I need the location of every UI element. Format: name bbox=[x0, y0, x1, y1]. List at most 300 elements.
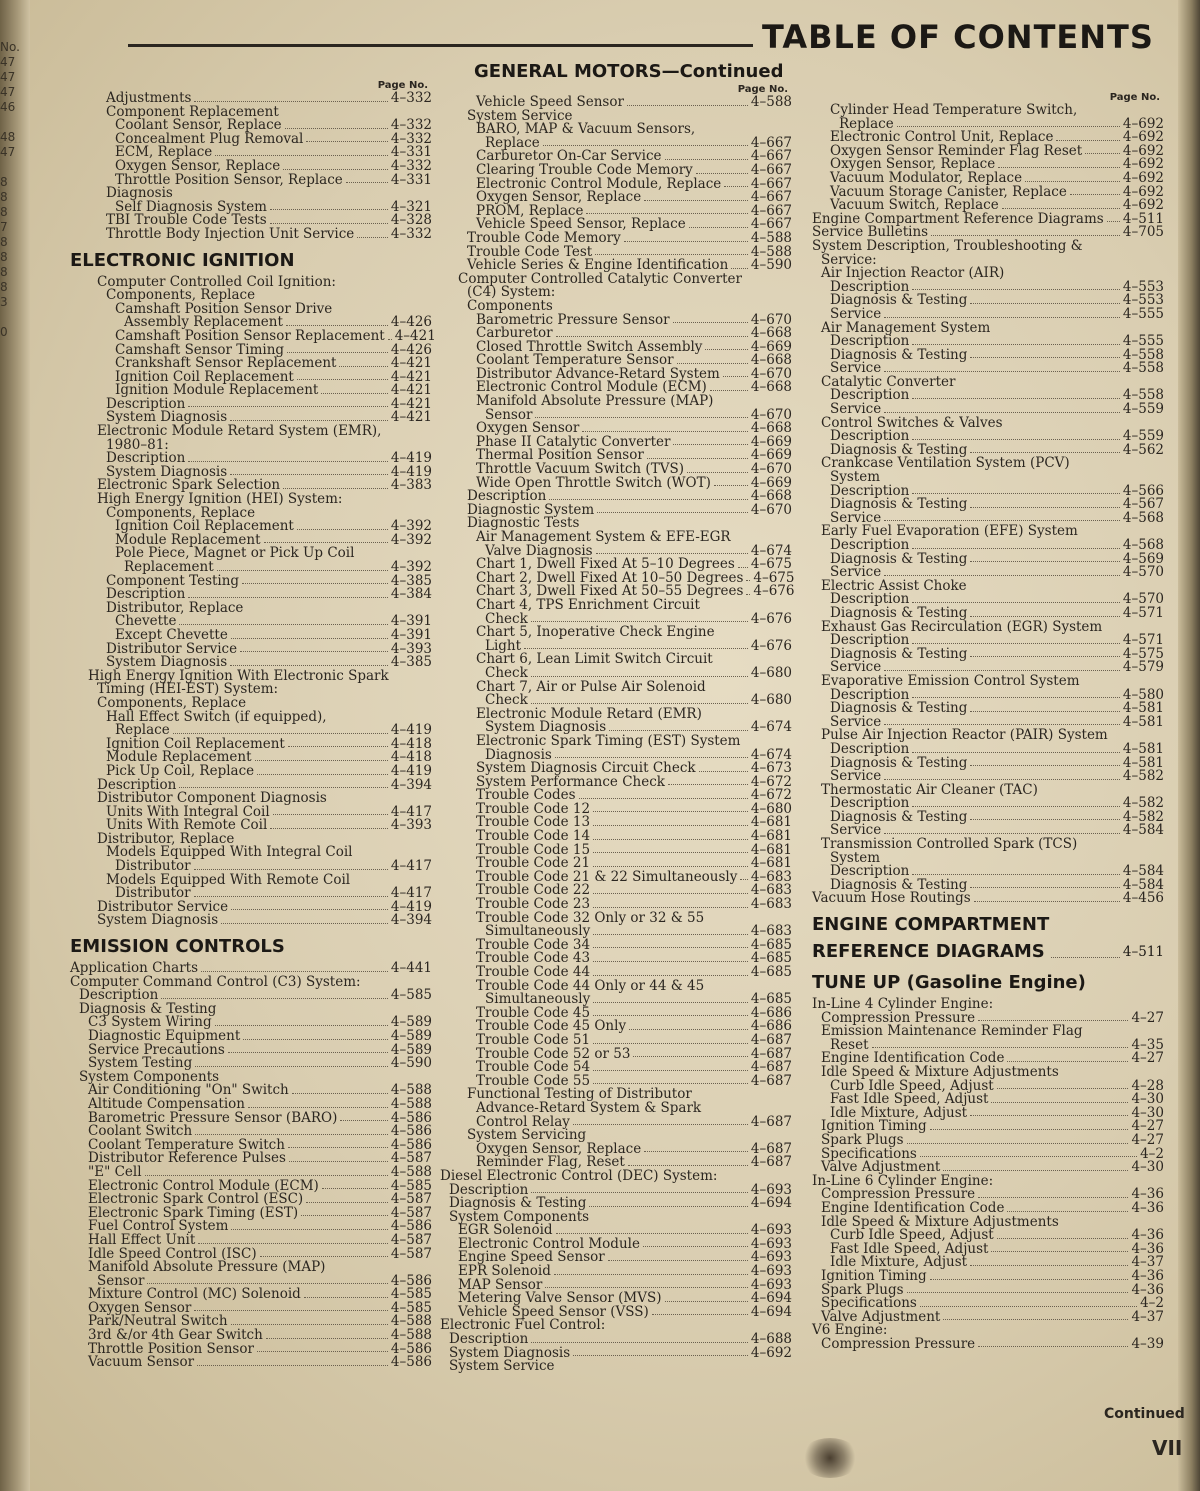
toc-entry-title: Chart 1, Dwell Fixed At 5–10 Degrees bbox=[476, 556, 735, 573]
page-number-ref: 4–393 bbox=[390, 817, 432, 834]
page-number-ref: 4–421 bbox=[394, 327, 436, 344]
page-number-ref: 4–692 bbox=[1122, 169, 1164, 186]
dot-leader bbox=[593, 811, 748, 812]
toc-entry-title: Service bbox=[830, 768, 882, 785]
dot-leader bbox=[306, 141, 388, 142]
page-number-ref: 4–36 bbox=[1131, 1227, 1164, 1244]
toc-entry-title: Vacuum Sensor bbox=[88, 1354, 195, 1371]
toc-entry-title: Air Management System & EFE-EGR bbox=[476, 529, 731, 545]
dot-leader bbox=[194, 1310, 388, 1311]
page-number-ref: 4–676 bbox=[753, 583, 795, 600]
dot-leader bbox=[555, 757, 748, 758]
toc-entry-title: Description bbox=[467, 488, 547, 505]
dot-leader bbox=[643, 1246, 748, 1247]
page-number-ref: 4–30 bbox=[1131, 1159, 1164, 1176]
toc-entry-title: V6 Engine: bbox=[812, 1322, 888, 1339]
page-number-ref: 4–694 bbox=[750, 1303, 792, 1320]
toc-entry-title: Park/Neutral Switch bbox=[88, 1313, 228, 1330]
section-heading: EMISSION CONTROLS bbox=[70, 936, 285, 958]
page-number-ref: 4–587 bbox=[390, 1204, 432, 1221]
dot-leader bbox=[665, 1301, 748, 1302]
toc-entry-title: Electronic Control Module, Replace bbox=[476, 175, 722, 192]
toc-entry-title: Reset bbox=[830, 1036, 869, 1053]
toc-entry-title: Barometric Pressure Sensor bbox=[476, 311, 670, 328]
page-number-ref: 4–694 bbox=[750, 1195, 792, 1212]
toc-entry-title: Module Replacement bbox=[115, 531, 261, 548]
dot-leader bbox=[593, 1043, 748, 1044]
toc-entry-title: Diagnosis & Testing bbox=[830, 700, 968, 717]
page-number-ref: 4–584 bbox=[1122, 822, 1164, 839]
toc-entry-title: Chart 6, Lean Limit Switch Circuit bbox=[476, 651, 713, 668]
page-number-ref: 4–692 bbox=[1122, 183, 1164, 200]
page-number-ref: 4–687 bbox=[750, 1072, 792, 1089]
toc-entry-title: Chart 4, TPS Enrichment Circuit bbox=[476, 596, 700, 613]
page-number-ref: 4–587 bbox=[390, 1191, 432, 1208]
dot-leader bbox=[970, 711, 1120, 712]
toc-entry-title: Electronic Control Module (ECM) bbox=[476, 379, 707, 396]
dot-leader bbox=[593, 934, 748, 935]
toc-entry-title: Early Fuel Evaporation (EFE) System bbox=[821, 523, 1078, 540]
gutter-number: 47 bbox=[0, 85, 16, 99]
page-number-ref: 4–672 bbox=[750, 787, 792, 804]
dot-leader bbox=[288, 1147, 388, 1148]
page-number-ref: 4–688 bbox=[750, 1331, 792, 1348]
dot-leader bbox=[230, 420, 388, 421]
toc-entry-title: 1980–81: bbox=[106, 436, 169, 453]
dot-leader bbox=[997, 1088, 1129, 1089]
toc-entry-title: Models Equipped With Integral Coil bbox=[106, 844, 353, 861]
page-number-ref: 4–558 bbox=[1122, 360, 1164, 377]
toc-entry-title: Service bbox=[830, 509, 882, 526]
continued-label: Continued bbox=[1104, 1406, 1185, 1422]
toc-entry-title: System Components bbox=[79, 1068, 220, 1085]
gutter-number: 48 bbox=[0, 130, 16, 144]
toc-entry-title: Hall Effect Unit bbox=[88, 1231, 196, 1248]
dot-leader bbox=[593, 1002, 748, 1003]
page-number-ref: 4–421 bbox=[390, 355, 432, 372]
dot-leader bbox=[228, 1052, 388, 1053]
toc-entry-title: Specifications bbox=[821, 1295, 917, 1312]
gutter-number: 3 bbox=[0, 295, 8, 309]
dot-leader bbox=[677, 363, 748, 364]
page-number-ref: 4–570 bbox=[1122, 591, 1164, 608]
dot-leader bbox=[297, 529, 388, 530]
page-number-ref: 4–586 bbox=[390, 1340, 432, 1357]
page-number-ref: 4–680 bbox=[750, 692, 792, 709]
toc-entry-title: Manifold Absolute Pressure (MAP) bbox=[476, 393, 714, 410]
section-heading bbox=[812, 940, 1164, 964]
toc-entry-title: Functional Testing of Distributor bbox=[467, 1086, 692, 1103]
toc-entry-title: Diagnosis & Testing bbox=[830, 604, 968, 621]
toc-entry-title: Trouble Code 32 Only or 32 & 55 bbox=[476, 909, 705, 926]
dot-leader bbox=[912, 752, 1120, 753]
page-number-ref: 4–36 bbox=[1131, 1281, 1164, 1298]
toc-entry-title: Replace bbox=[115, 722, 170, 739]
dot-leader bbox=[597, 512, 748, 513]
dot-leader bbox=[970, 303, 1120, 304]
dot-leader bbox=[304, 1297, 388, 1298]
toc-entry-title: Coolant Switch bbox=[88, 1123, 193, 1140]
toc-entry-title: Trouble Code 15 bbox=[476, 841, 591, 858]
toc-entry-title: Trouble Code 13 bbox=[476, 814, 591, 831]
page-no-header: Page No. bbox=[737, 84, 788, 95]
dot-leader bbox=[943, 1170, 1128, 1171]
page-number-ref: 4–584 bbox=[1122, 863, 1164, 880]
dot-leader bbox=[884, 520, 1120, 521]
dot-leader bbox=[215, 155, 388, 156]
toc-entry-title: BARO, MAP & Vacuum Sensors, bbox=[476, 121, 696, 138]
dot-leader bbox=[930, 1279, 1129, 1280]
toc-entry-title: Description bbox=[106, 395, 186, 412]
dot-leader bbox=[573, 1124, 748, 1125]
toc-entry-title: Crankshaft Sensor Replacement bbox=[115, 355, 337, 372]
page-number-ref: 4–559 bbox=[1122, 401, 1164, 418]
toc-entry-title: Coolant Temperature Switch bbox=[88, 1136, 285, 1153]
toc-entry-title: Distributor Reference Pulses bbox=[88, 1150, 286, 1167]
page-number-ref: 4–566 bbox=[1122, 482, 1164, 499]
dot-leader bbox=[255, 760, 388, 761]
dot-leader bbox=[907, 1292, 1129, 1293]
toc-entry-title: Diesel Electronic Control (DEC) System: bbox=[440, 1167, 718, 1184]
toc-entry-title: System Diagnosis bbox=[97, 912, 219, 929]
page-number-ref: 4–555 bbox=[1122, 333, 1164, 350]
dot-leader bbox=[991, 1251, 1128, 1252]
toc-entry-title: Description bbox=[830, 387, 910, 404]
toc-entry-title: Curb Idle Speed, Adjust bbox=[830, 1077, 994, 1094]
dot-leader bbox=[970, 765, 1120, 766]
toc-entry-title: Timing (HEI-EST) System: bbox=[97, 681, 279, 698]
toc-entry-title: Diagnosis bbox=[485, 746, 552, 763]
toc-entry-title: System bbox=[830, 849, 881, 866]
dot-leader bbox=[974, 901, 1120, 902]
toc-entry-title: System Service bbox=[449, 1358, 555, 1375]
toc-entry-title: Description bbox=[830, 537, 910, 553]
page-number-ref: 4–421 bbox=[390, 368, 432, 385]
gutter-number bbox=[0, 310, 24, 325]
page-number-ref: 4–694 bbox=[750, 1290, 792, 1307]
page-number-ref: 4–2 bbox=[1140, 1145, 1164, 1162]
toc-entry-title: Chart 2, Dwell Fixed At 10–50 Degrees bbox=[476, 569, 744, 586]
toc-entry-title: Oxygen Sensor Reminder Flag Reset bbox=[830, 142, 1083, 159]
dot-leader bbox=[595, 254, 748, 255]
toc-entry-title: Computer Controlled Catalytic Converter bbox=[458, 270, 742, 287]
dot-leader bbox=[609, 730, 748, 731]
toc-entry-title: Idle Speed Control (ISC) bbox=[88, 1245, 257, 1262]
toc-entry-title: Self Diagnosis System bbox=[115, 198, 267, 215]
page-number-ref: 4–558 bbox=[1122, 346, 1164, 363]
toc-entry-title: Description bbox=[830, 591, 910, 608]
page-number-ref: 4–562 bbox=[1122, 441, 1164, 458]
gutter-number: 8 bbox=[0, 280, 8, 294]
toc-entry-title: Description bbox=[830, 686, 910, 703]
page-number-ref: 4–417 bbox=[390, 803, 432, 820]
page-number-ref: 4–36 bbox=[1131, 1186, 1164, 1203]
toc-entry-title: Advance-Retard System & Spark bbox=[476, 1099, 702, 1116]
dot-leader bbox=[647, 458, 748, 459]
dot-leader bbox=[194, 101, 387, 102]
dot-leader bbox=[912, 493, 1120, 494]
dot-leader bbox=[321, 393, 388, 394]
dot-leader bbox=[242, 583, 388, 584]
toc-entry-title: Fast Idle Speed, Adjust bbox=[830, 1091, 989, 1108]
dot-leader bbox=[1107, 221, 1120, 222]
dot-leader bbox=[257, 1351, 388, 1352]
toc-entry-title: Idle Mixture, Adjust bbox=[830, 1254, 968, 1271]
toc-entry-title: Phase II Catalytic Converter bbox=[476, 433, 671, 450]
page-number-ref: 4–331 bbox=[390, 171, 432, 188]
toc-entry-title: Description bbox=[830, 740, 910, 757]
toc-entry-title: Valve Adjustment bbox=[821, 1159, 941, 1176]
toc-entry-title: Service bbox=[830, 659, 882, 676]
dot-leader bbox=[912, 806, 1120, 807]
dot-leader bbox=[545, 1287, 748, 1288]
page-number-ref: 4–36 bbox=[1131, 1267, 1164, 1284]
toc-entry-title: Component Replacement bbox=[106, 103, 279, 120]
dot-leader bbox=[723, 376, 748, 377]
page-number-ref: 4–680 bbox=[750, 800, 792, 817]
dot-leader bbox=[872, 1047, 1129, 1048]
toc-entry-title: Fast Idle Speed, Adjust bbox=[830, 1240, 989, 1257]
toc-entry-title: Closed Throttle Switch Assembly bbox=[476, 338, 703, 355]
dot-leader bbox=[970, 819, 1120, 820]
dot-leader bbox=[970, 507, 1120, 508]
page-number-ref: 4–670 bbox=[750, 501, 792, 518]
toc-entry-title: Diagnosis & Testing bbox=[830, 346, 968, 363]
page-number-ref: 4–392 bbox=[390, 559, 432, 575]
dot-leader bbox=[161, 998, 388, 999]
toc-entry-title: Description bbox=[830, 428, 910, 445]
toc-entry-title: Engine Compartment Reference Diagrams bbox=[812, 210, 1104, 227]
page-number-ref: 4–686 bbox=[750, 1018, 792, 1035]
dot-leader bbox=[554, 1274, 748, 1275]
toc-entry-title: Trouble Code 34 bbox=[476, 936, 591, 953]
dot-leader bbox=[978, 1346, 1128, 1347]
dot-leader bbox=[738, 567, 748, 568]
page-number-ref: 4–674 bbox=[750, 719, 792, 736]
toc-column-1 bbox=[70, 80, 436, 1371]
toc-entry-title: Electronic Control Module bbox=[458, 1235, 640, 1252]
dot-leader bbox=[746, 594, 750, 595]
page-number-ref: 4–27 bbox=[1131, 1050, 1164, 1067]
toc-entry-title: Trouble Code 45 Only bbox=[476, 1018, 627, 1035]
page-number-ref: 4–585 bbox=[390, 1177, 432, 1194]
toc-entry-title: Engine Identification Code bbox=[821, 1050, 1005, 1067]
toc-entry-title: Component Testing bbox=[106, 572, 240, 589]
toc-entry-title: Trouble Code 54 bbox=[476, 1059, 591, 1076]
page-number-ref: 4–676 bbox=[750, 637, 792, 654]
dot-leader bbox=[301, 1215, 388, 1216]
toc-entry-title: Electronic Spark Selection bbox=[97, 477, 281, 494]
page-number-ref: 4–558 bbox=[1122, 387, 1164, 404]
toc-entry-title: Description bbox=[449, 1181, 529, 1198]
toc-entry-title: Oxygen Sensor, Replace bbox=[476, 1140, 642, 1157]
toc-entry-title: Distributor Service bbox=[106, 640, 238, 657]
dot-leader bbox=[231, 638, 388, 639]
toc-entry-title: Trouble Code 22 bbox=[476, 882, 591, 899]
page-number-ref: 4–693 bbox=[750, 1249, 792, 1266]
page-number-ref: 4–580 bbox=[1122, 686, 1164, 703]
page-number-ref: 4–383 bbox=[390, 477, 432, 494]
toc-column-2 bbox=[440, 84, 795, 1375]
toc-entry-title: TBI Trouble Code Tests bbox=[106, 212, 267, 229]
page-number-ref: 4–692 bbox=[1122, 129, 1164, 146]
page-number-ref: 4–332 bbox=[390, 157, 432, 174]
page-number-ref: 4–35 bbox=[1131, 1036, 1164, 1053]
dot-leader bbox=[288, 746, 388, 747]
dot-leader bbox=[556, 336, 748, 337]
toc-entry-title: PROM, Replace bbox=[476, 202, 584, 219]
toc-entry-title: Trouble Code 23 bbox=[476, 896, 591, 913]
dot-leader bbox=[289, 1161, 388, 1162]
page-number-ref: 4–681 bbox=[750, 814, 792, 831]
dot-leader bbox=[884, 317, 1120, 318]
page-number-ref: 4–667 bbox=[750, 189, 792, 206]
dot-leader bbox=[243, 1039, 388, 1040]
ink-stain bbox=[800, 1438, 860, 1478]
toc-entry-title: Description bbox=[830, 333, 910, 350]
dot-leader bbox=[556, 1233, 748, 1234]
page-number-ref: 4–417 bbox=[390, 858, 432, 875]
page-number-ref: 4–588 bbox=[750, 243, 792, 260]
toc-entry-title: Description bbox=[830, 482, 910, 499]
dot-leader bbox=[147, 1283, 387, 1284]
page-number-ref: 4–582 bbox=[1122, 808, 1164, 825]
page-number-ref: 4–693 bbox=[750, 1276, 792, 1293]
toc-entry-title: Electric Assist Choke bbox=[821, 577, 967, 594]
dot-leader bbox=[593, 866, 748, 867]
toc-entry-title: MAP Sensor bbox=[458, 1276, 543, 1293]
dot-leader bbox=[998, 167, 1120, 168]
dot-leader bbox=[240, 651, 388, 652]
toc-entry-title: Idle Mixture, Adjust bbox=[830, 1104, 968, 1121]
toc-entry-title: Throttle Body Injection Unit Service bbox=[106, 225, 355, 242]
toc-entry-title: Distributor Component Diagnosis bbox=[97, 790, 327, 807]
toc-entry-title: Trouble Code 14 bbox=[476, 828, 591, 845]
toc-entry bbox=[70, 225, 432, 242]
gutter-number: No. bbox=[0, 40, 20, 54]
page-number-ref: 4–670 bbox=[750, 365, 792, 382]
dot-leader bbox=[145, 1175, 388, 1176]
page-number-ref: 4–692 bbox=[750, 1344, 792, 1361]
dot-leader bbox=[1051, 957, 1120, 958]
toc-entry-title: (C4) System: bbox=[467, 284, 556, 301]
dot-leader bbox=[535, 417, 747, 418]
page-number-ref: 4–419 bbox=[390, 762, 432, 779]
toc-entry-title: System bbox=[830, 469, 881, 486]
toc-entry-title: Service bbox=[830, 401, 882, 418]
page-number-ref: 4–588 bbox=[390, 1163, 432, 1180]
page-number-ref: 4–687 bbox=[750, 1045, 792, 1062]
page-number-ref: 4–693 bbox=[750, 1263, 792, 1280]
toc-entry-title: Engine Speed Sensor bbox=[458, 1249, 605, 1266]
toc-entry-title: Air Conditioning "On" Switch bbox=[88, 1082, 289, 1099]
toc-entry-title: Oxygen Sensor, Replace bbox=[115, 157, 281, 174]
toc-entry bbox=[812, 1335, 1164, 1352]
toc-entry-title: Diagnosis & Testing bbox=[830, 496, 968, 513]
toc-entry-title: Description bbox=[830, 795, 910, 812]
page-number-ref: 4–667 bbox=[750, 148, 792, 165]
dot-leader bbox=[346, 182, 388, 183]
dot-leader bbox=[714, 485, 748, 486]
dot-leader bbox=[231, 909, 388, 910]
dot-leader bbox=[931, 235, 1120, 236]
toc-entry bbox=[440, 1360, 792, 1374]
page-number-ref: 4–30 bbox=[1131, 1104, 1164, 1121]
toc-entry-title: Throttle Position Sensor, Replace bbox=[115, 171, 343, 188]
dot-leader bbox=[705, 349, 747, 350]
dot-leader bbox=[724, 186, 748, 187]
toc-entry-title: System Testing bbox=[88, 1055, 193, 1072]
toc-entry-title: System Components bbox=[449, 1208, 590, 1225]
page-number-ref: 4–36 bbox=[1131, 1240, 1164, 1257]
toc-entry-title: Diagnostic Equipment bbox=[88, 1028, 241, 1044]
page-number-ref: 4–36 bbox=[1131, 1199, 1164, 1216]
toc-entry-title: Camshaft Position Sensor Drive bbox=[115, 300, 333, 317]
dot-leader bbox=[1002, 208, 1120, 209]
toc-entry-title: In-Line 4 Cylinder Engine: bbox=[812, 996, 994, 1013]
page-number-ref: 4–590 bbox=[390, 1055, 432, 1072]
gutter-number: 8 bbox=[0, 205, 8, 219]
gutter-number: 47 bbox=[0, 70, 16, 84]
gutter-number: 46 bbox=[0, 100, 16, 114]
page-number-ref: 4–421 bbox=[390, 382, 432, 399]
page-edge bbox=[1178, 0, 1200, 1491]
toc-entry-title: System Diagnosis bbox=[106, 409, 228, 426]
gutter-number bbox=[0, 160, 24, 175]
page-number-ref: 4–687 bbox=[750, 1031, 792, 1048]
page-number-ref: 4–685 bbox=[750, 964, 792, 980]
page-number-ref: 4–511 bbox=[1122, 210, 1164, 227]
toc-entry-title: Reminder Flag, Reset bbox=[476, 1154, 625, 1171]
page-number-ref: 4–683 bbox=[750, 882, 792, 899]
toc-entry-title: Trouble Code 51 bbox=[476, 1031, 591, 1048]
dot-leader bbox=[531, 1192, 748, 1193]
page-number-ref: 4–587 bbox=[390, 1231, 432, 1248]
dot-leader bbox=[884, 779, 1120, 780]
dot-leader bbox=[912, 439, 1120, 440]
page-number-ref: 4–568 bbox=[1122, 537, 1164, 553]
page-number-ref: 4–586 bbox=[390, 1218, 432, 1235]
gutter-number: 8 bbox=[0, 190, 8, 204]
toc-entry-title: Emission Maintenance Reminder Flag bbox=[821, 1023, 1083, 1040]
dot-leader bbox=[593, 1015, 748, 1016]
page-number-ref: 4–586 bbox=[390, 1272, 432, 1289]
toc-entry-title: Diagnosis & Testing bbox=[830, 550, 968, 567]
dot-leader bbox=[997, 1238, 1129, 1239]
page-number-ref: 4–669 bbox=[750, 474, 792, 491]
toc-entry-title: Replace bbox=[839, 115, 894, 132]
page-number-ref: 4–669 bbox=[750, 338, 792, 355]
dot-leader bbox=[912, 697, 1120, 698]
section-heading: ELECTRONIC IGNITION bbox=[70, 249, 295, 271]
dot-leader bbox=[549, 499, 748, 500]
page-number-ref: 4–681 bbox=[750, 828, 792, 845]
page-number-ref: 4–588 bbox=[750, 229, 792, 246]
page-number-ref: 4–419 bbox=[390, 450, 432, 467]
toc-entry-title: Components, Replace bbox=[106, 287, 256, 304]
dot-leader bbox=[589, 1206, 748, 1207]
page-number-ref: 4–705 bbox=[1122, 224, 1164, 241]
toc-entry-title: Service bbox=[830, 713, 882, 730]
toc-entry-title: Coolant Sensor, Replace bbox=[115, 117, 282, 134]
page-number-ref: 4–586 bbox=[390, 1109, 432, 1126]
dot-leader bbox=[593, 947, 748, 948]
toc-entry-title: Ignition Coil Replacement bbox=[106, 735, 285, 752]
page-number-ref: 4–670 bbox=[750, 461, 792, 478]
page-number-ref: 4–30 bbox=[1131, 1091, 1164, 1108]
page-number-ref: 4–559 bbox=[1122, 428, 1164, 445]
dot-leader bbox=[283, 488, 388, 489]
